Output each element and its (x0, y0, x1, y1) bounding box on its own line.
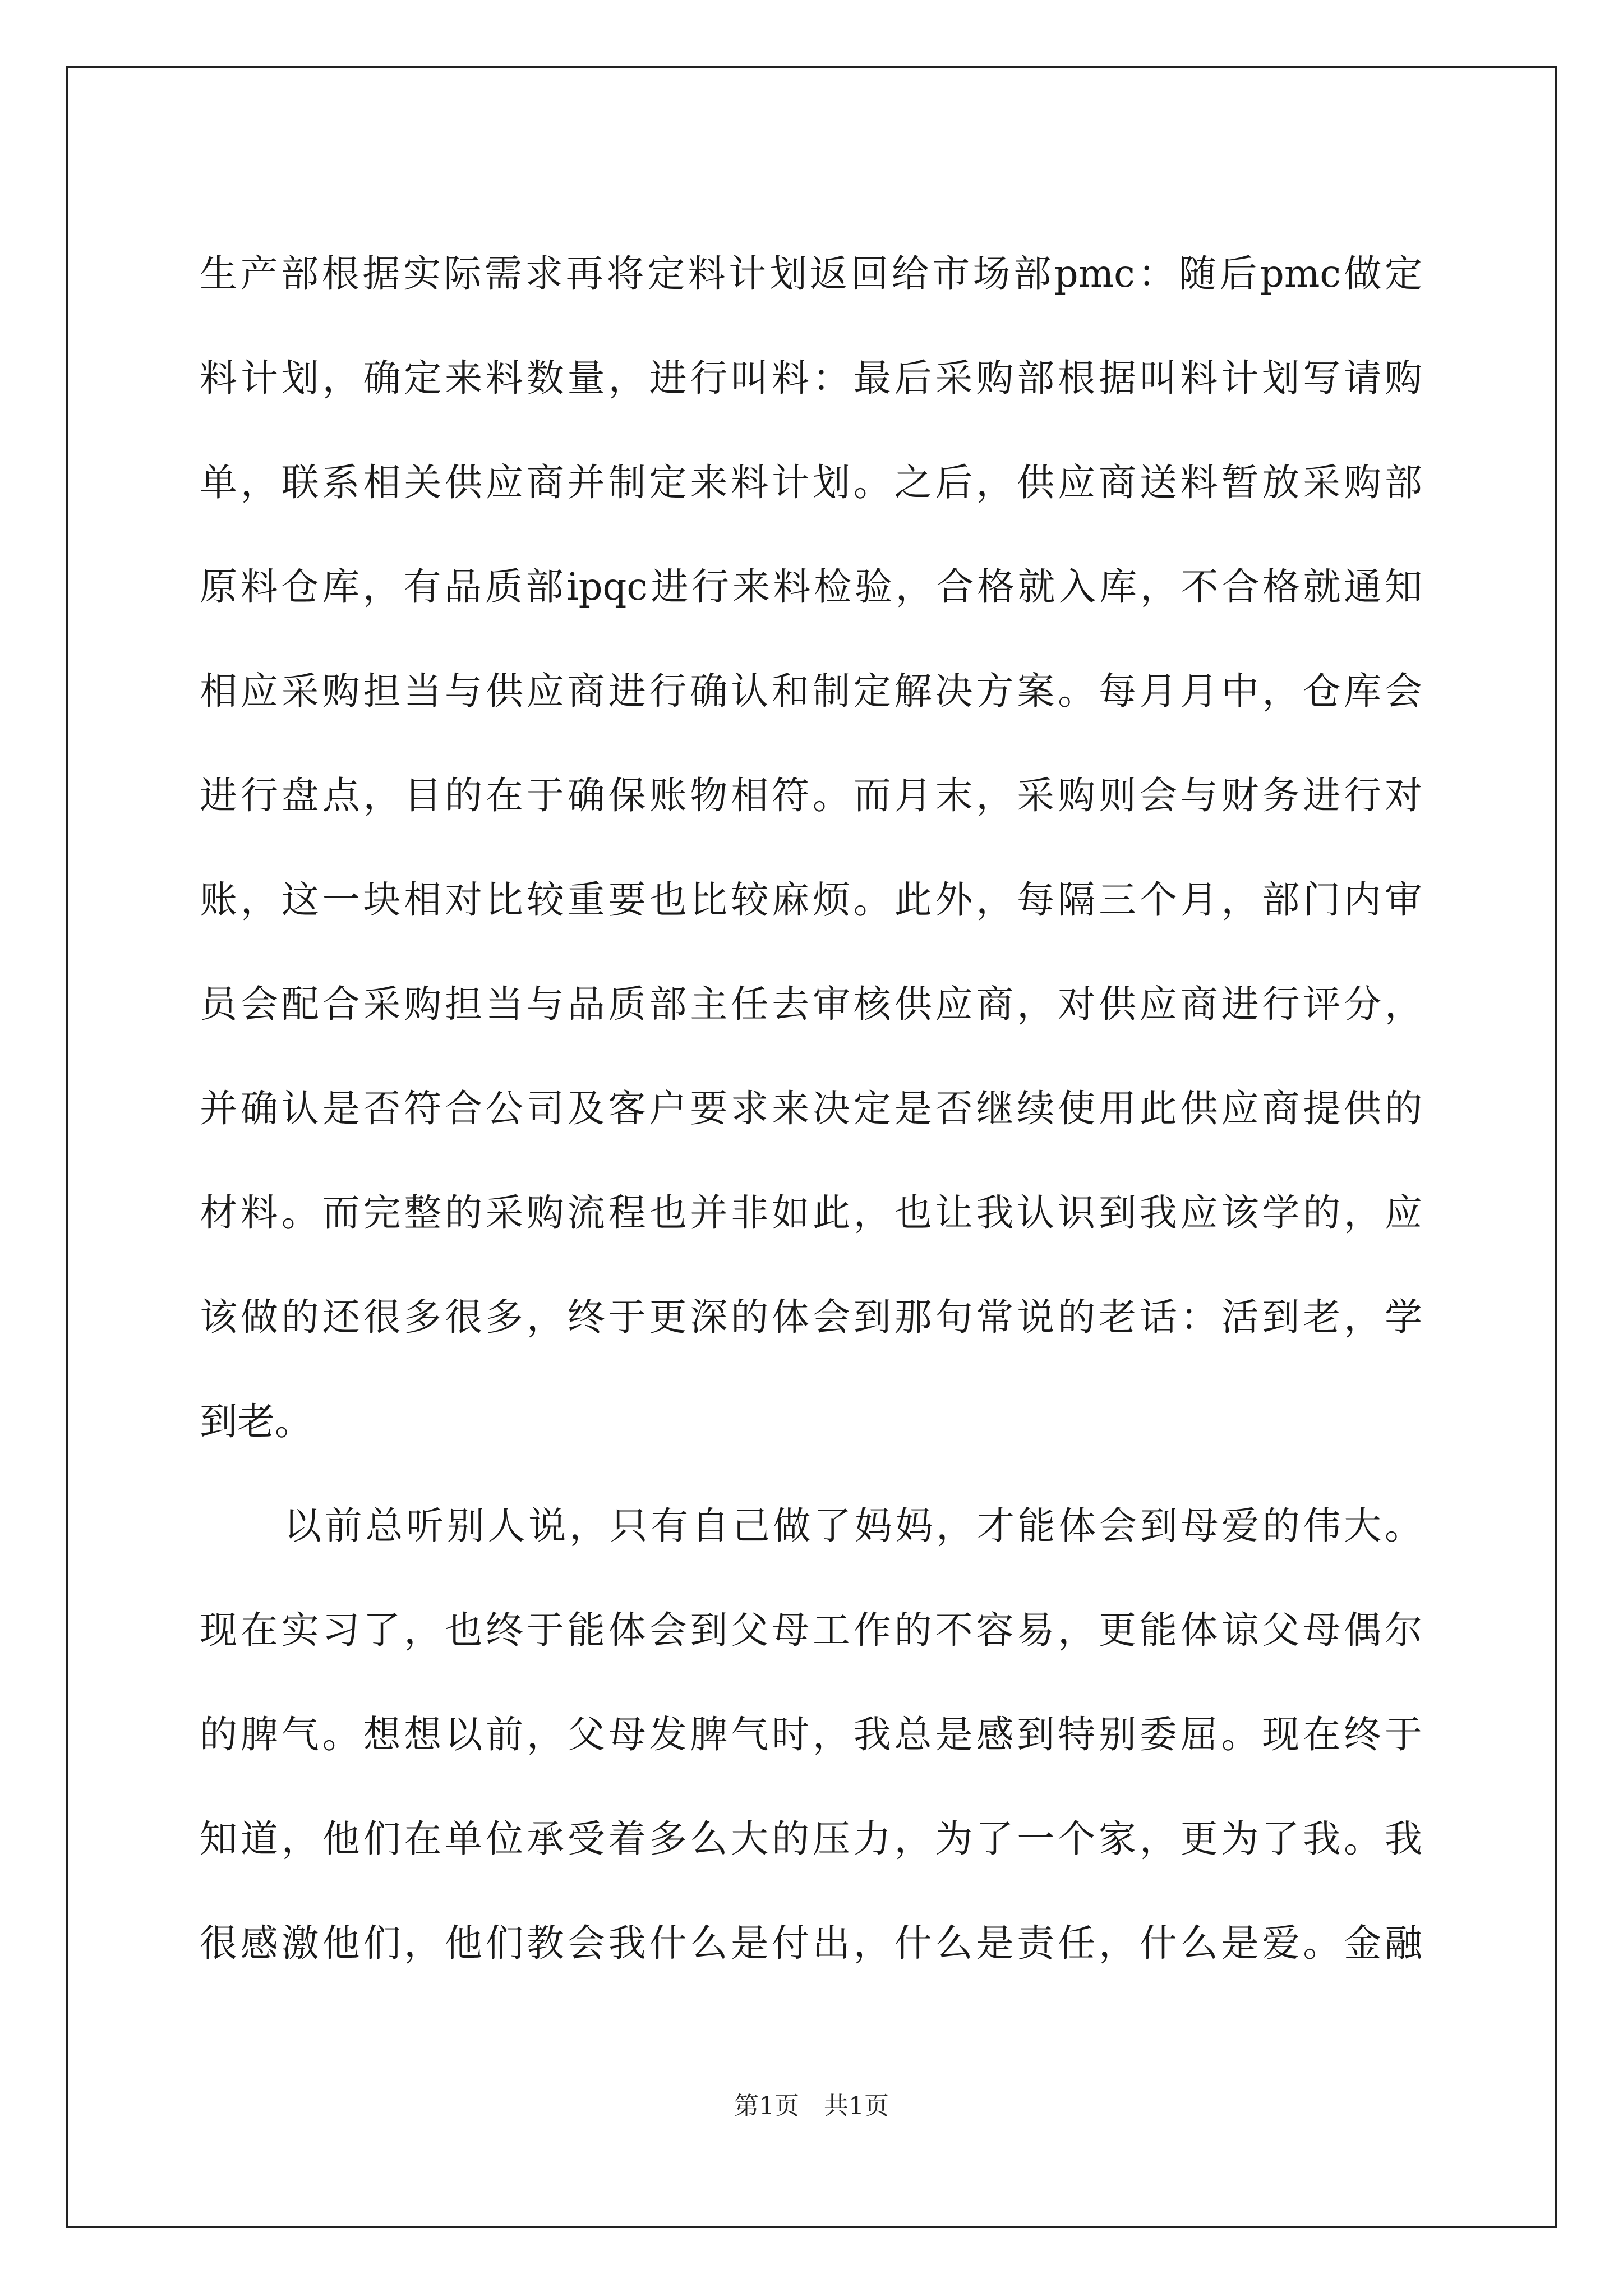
text-line: 单，联系相关供应商并制定来料计划。之后，供应商送料暂放采购部 (200, 461, 1422, 504)
text-line: 以前总听别人说，只有自己做了妈妈，才能体会到母爱的伟大。 (284, 1504, 1422, 1548)
text-line: 知道，他们在单位承受着多么大的压力，为了一个家，更为了我。我 (200, 1817, 1422, 1861)
text-line: 该做的还很多很多，终于更深的体会到那句常说的老话：活到老，学 (200, 1295, 1422, 1339)
text-line: 很感激他们，他们教会我什么是付出，什么是责任，什么是爱。金融 (200, 1921, 1422, 1965)
paragraph-2 (200, 1474, 1422, 1995)
text-line: 料计划，确定来料数量，进行叫料：最后采购部根据叫料计划写请购 (200, 356, 1422, 400)
text-line: 员会配合采购担当与品质部主任去审核供应商，对供应商进行评分， (200, 982, 1422, 1026)
paragraph-1 (200, 222, 1422, 1474)
text-line: 的脾气。想想以前，父母发脾气时，我总是感到特别委屈。现在终于 (200, 1713, 1422, 1756)
text-line: 生产部根据实际需求再将定料计划返回给市场部pmc：随后pmc做定 (200, 252, 1422, 296)
text-line: 材料。而完整的采购流程也并非如此，也让我认识到我应该学的，应 (200, 1191, 1422, 1235)
text-line: 到老。 (200, 1400, 312, 1443)
text-line: 相应采购担当与供应商进行确认和制定解决方案。每月月中，仓库会 (200, 669, 1422, 713)
text-line: 原料仓库，有品质部ipqc进行来料检验，合格就入库，不合格就通知 (200, 565, 1422, 609)
page-number-footer: 第1页 共1页 (734, 2092, 889, 2120)
document-body (200, 222, 1422, 1995)
text-line: 账，这一块相对比较重要也比较麻烦。此外，每隔三个月，部门内审 (200, 878, 1422, 922)
text-line: 并确认是否符合公司及客户要求来决定是否继续使用此供应商提供的 (200, 1087, 1422, 1130)
text-line: 现在实习了，也终于能体会到父母工作的不容易，更能体谅父母偶尔 (200, 1608, 1422, 1652)
text-line: 进行盘点，目的在于确保账物相符。而月末，采购则会与财务进行对 (200, 774, 1422, 817)
